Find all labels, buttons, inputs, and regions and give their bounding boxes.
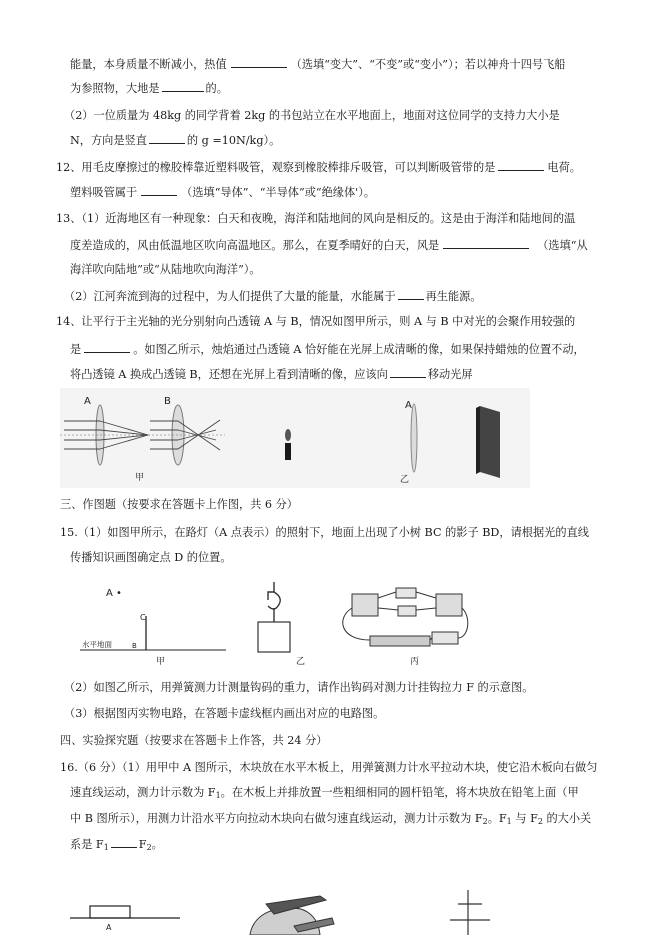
line-q14-c: 将凸透镜 A 换成凸透镜 B，还想在光屏上看到清晰的像，应该向 移动光屏 <box>70 368 473 381</box>
line-q16: 16.（6 分）（1）用甲中 A 图所示，木块放在水平木板上，用弹簧测力计水平拉动木块，使它沿木板向右做匀 <box>60 761 598 774</box>
line-q13-c: 海洋吹向陆地”或“从陆地吹向海洋”）。 <box>70 263 261 276</box>
caption-jia: 甲 <box>156 657 166 667</box>
line-q15-3: （3）根据图丙实物电路，在答题卡虚线框内画出对应的电路图。 <box>64 707 385 720</box>
point-b-label: B <box>132 642 137 650</box>
figure-q15 <box>76 578 476 672</box>
line-q15: 15.（1）如图甲所示，在路灯（A 点表示）的照射下，地面上出现了小树 BC 的影子 BD，请根据光的直线 <box>60 526 589 539</box>
point-c-label: C <box>140 613 146 622</box>
block-on-board <box>70 906 180 932</box>
caption-yi: 乙 <box>296 657 306 667</box>
lens-a2-label: A <box>405 400 412 411</box>
line-q13-b: 度差造成的，风由低温地区吹向高温地区。那么，在夏季晴好的白天，风是 （选填“从 <box>70 239 588 252</box>
line-q14: 14、让平行于主光轴的光分别射向凸透镜 A 与 B，情况如图甲所示，则 A 与 B 中对光的会聚作用较强的 <box>56 315 576 328</box>
answer-blank[interactable] <box>390 366 426 378</box>
line-q16-c: 中 B 图所示），用测力计沿水平方向拉动木块向右做匀速直线运动，测力计示数为 $F_2$。$F_1$ 与 $F_2$ 的大小关 <box>70 812 592 826</box>
lens-a2 <box>411 404 417 472</box>
candle <box>285 429 291 460</box>
line-q12-b: 塑料吸管属于 （选填“导体”、“半导体”或“绝缘体'）。 <box>70 186 376 199</box>
circuit-diagram <box>343 588 468 646</box>
answer-blank[interactable] <box>162 80 204 92</box>
line-support-force: （2）一位质量为 48kg 的同学背着 2kg 的书包站立在水平地面上，地面对这位同学的支持力大小是 <box>64 109 560 122</box>
section-three-heading: 三、作图题（按要求在答题卡上作图，共 6 分） <box>60 498 298 511</box>
answer-blank[interactable] <box>231 56 287 68</box>
caption-jia: 甲 <box>135 473 145 483</box>
line-q12: 12、用毛皮摩擦过的橡胶棒靠近塑料吸管，观察到橡胶棒排斥吸管，可以判断吸管带的是 电荷。 <box>56 161 581 174</box>
ground-label: 水平地面 <box>82 640 112 649</box>
lens-b-label: B <box>164 396 171 407</box>
line-q13: 13、（1）近海地区有一种现象：白天和夜晚，海洋和陆地间的风向是相反的。这是由于海洋和陆地间的温 <box>56 212 576 225</box>
stand-apparatus <box>450 890 490 935</box>
section-four-heading: 四、实验探究题（按要求在答题卡上作答，共 24 分） <box>60 734 328 747</box>
line-q15-2: （2）如图乙所示，用弹簧测力计测量钩码的重力，请作出钩码对测力计挂钩拉力 F 的示意图。 <box>64 681 534 694</box>
lens-a-label: A <box>84 396 91 407</box>
answer-blank[interactable] <box>84 341 130 353</box>
figure-q16 <box>70 890 540 935</box>
line-q16-d: 系是 $F_1$ $F_2$。 <box>70 838 163 852</box>
answer-blank[interactable] <box>398 288 424 300</box>
answer-blank[interactable] <box>111 836 137 848</box>
answer-blank[interactable] <box>443 237 529 249</box>
point-a-label: A • <box>106 588 122 599</box>
block-a-label: A <box>106 923 112 932</box>
hook-and-weight <box>258 582 290 652</box>
figure-lenses <box>60 388 530 488</box>
answer-blank[interactable] <box>141 184 177 196</box>
caption-yi: 乙 <box>400 475 410 485</box>
line-reference-frame: 为参照物，大地是 的。 <box>70 82 228 95</box>
line-q14-b: 是 。如图乙所示，烛焰通过凸透镜 A 恰好能在光屏上成清晰的像，如果保持蜡烛的位置不动， <box>70 343 585 356</box>
line-q16-b: 速直线运动，测力计示数为 $F_1$。在木板上并排放置一些粗细相同的圆杆铅笔，将木块放在铅笔上面（甲 <box>70 786 579 800</box>
line-heat-value: 能量，本身质量不断减小，热值 （选填“变大”、“不变”或“变小”）；若以神舟十四号飞船 <box>70 58 566 71</box>
answer-blank[interactable] <box>149 132 185 144</box>
caption-bing: 丙 <box>410 657 420 667</box>
hands-with-pliers <box>250 896 334 935</box>
answer-blank[interactable] <box>498 159 544 171</box>
line-q13-2: （2）江河奔流到海的过程中，为人们提供了大量的能量，水能属于 再生能源。 <box>64 290 482 303</box>
light-screen <box>476 406 500 478</box>
line-q15-b: 传播知识画图确定点 D 的位置。 <box>70 551 232 564</box>
line-direction: N，方向是竖直 的 g =10N/kg）。 <box>70 134 281 147</box>
